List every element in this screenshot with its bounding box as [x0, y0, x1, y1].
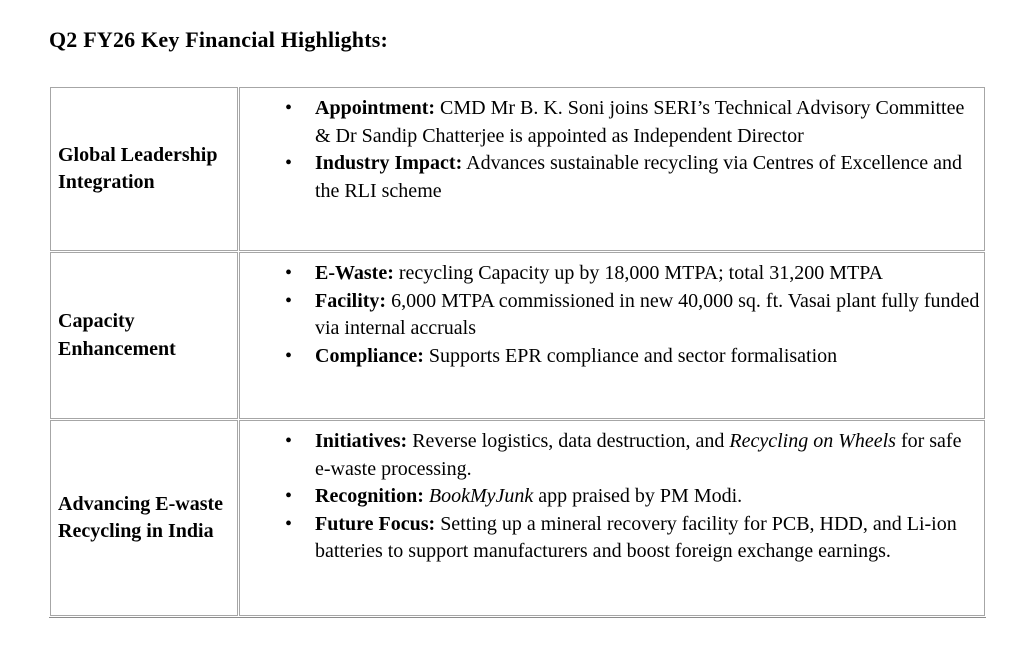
text-segment-bold: Facility: [315, 289, 387, 312]
bullet-icon: • [285, 430, 293, 452]
bullet-icon: • [285, 152, 293, 174]
row-content-cell [239, 87, 985, 251]
text-segment-regular: Setting up a mineral recovery facility for PCB, HDD, and Li-ion batteries to support manufacturers and boost foreign exchange earnings. [315, 512, 957, 562]
bullet-icon: • [285, 289, 293, 312]
text-segment-italic: Recycling on Wheels [729, 430, 896, 452]
bullet-list [240, 260, 980, 370]
row-label-cell: Advancing E-waste Recycling in India [50, 420, 238, 616]
bullet-item [240, 511, 980, 566]
row-content-cell [239, 252, 985, 419]
text-segment-regular: Advances sustainable recycling via Centres of Excellence and the RLI scheme [315, 152, 963, 202]
text-segment-bold: Appointment: [315, 97, 436, 119]
bullet-item [240, 260, 980, 288]
table-row [50, 252, 985, 419]
bullet-icon: • [285, 512, 293, 535]
text-segment-regular: app praised by PM Modi. [533, 485, 743, 507]
bullet-item [240, 428, 980, 483]
text-segment-bold: Compliance: [315, 344, 424, 367]
text-segment-bold: Recognition: [315, 485, 424, 507]
text-segment-regular: Supports EPR compliance and sector formalisation [423, 344, 838, 367]
row-label-cell: Capacity Enhancement [50, 252, 238, 419]
bullet-icon: • [285, 344, 293, 367]
bullet-list [240, 428, 980, 566]
bullet-icon: • [285, 262, 293, 284]
bullet-item [240, 483, 980, 511]
bullet-list [240, 95, 980, 205]
bullet-item [240, 343, 980, 371]
highlights-table [49, 86, 986, 618]
text-segment-regular: CMD Mr B. K. Soni joins SERI’s Technical Advisory Committee & Dr Sandip Chatterjee is appointed as Independent Director [315, 97, 965, 147]
text-segment-italic: BookMyJunk [428, 485, 534, 507]
table-row [50, 420, 985, 616]
text-segment-regular: recycling Capacity up by 18,000 MTPA; total 31,200 MTPA [393, 262, 883, 284]
text-segment-bold: Future Focus: [315, 512, 436, 535]
row-label-cell: Global Leadership Integration [50, 87, 238, 251]
text-segment-bold: E-Waste: [315, 262, 394, 284]
bullet-icon: • [285, 485, 293, 507]
row-content-cell [239, 420, 985, 616]
bullet-item [240, 150, 980, 205]
text-segment-bold: Initiatives: [315, 430, 408, 452]
bullet-icon: • [285, 97, 293, 119]
text-segment-regular: Reverse logistics, data destruction, and [407, 430, 730, 452]
text-segment-regular: for safe e-waste processing. [315, 430, 962, 480]
highlights-table-body [50, 87, 985, 616]
bullet-item [240, 95, 980, 150]
text-segment-bold: Industry Impact: [315, 152, 463, 174]
page-title: Q2 FY26 Key Financial Highlights: [49, 27, 389, 52]
bullet-item [240, 288, 980, 343]
text-segment-regular: 6,000 MTPA commissioned in new 40,000 sq. ft. Vasai plant fully funded via internal accruals [315, 289, 980, 339]
table-row [50, 87, 985, 251]
